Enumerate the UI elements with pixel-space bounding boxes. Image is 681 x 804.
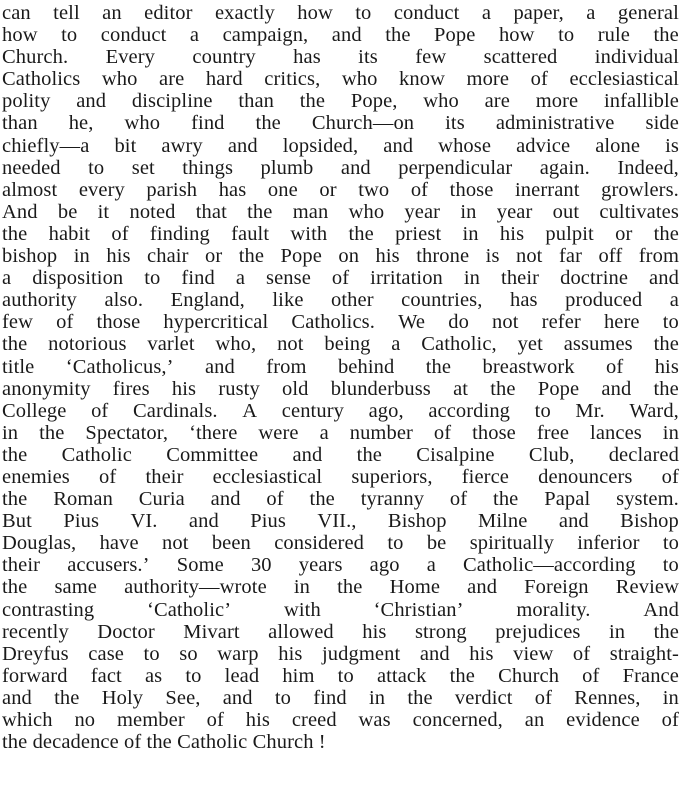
text-line-13: a disposition to find a sense of irritation in their doctrine and	[2, 267, 679, 290]
text-line-7: chiefly—a bit awry and lopsided, and whose advice alone is	[2, 134, 679, 157]
text-line-16: the notorious varlet who, not being a Catholic, yet assumes the	[2, 333, 679, 356]
text-line-34: the decadence of the Catholic Church !	[2, 731, 326, 754]
body-text	[2, 2, 679, 753]
text-line-28: contrasting ‘Catholic’ with ‘Christian’ morality. And	[2, 598, 679, 621]
text-line-5: polity and discipline than the Pope, who are more infallible	[2, 90, 679, 113]
text-line-15: few of those hypercritical Catholics. We do not refer here to	[2, 311, 679, 334]
text-line-4: Catholics who are hard critics, who know more of ecclesiastical	[2, 68, 679, 91]
text-line-9: almost every parish has one or two of those inerrant growlers.	[2, 178, 679, 201]
text-line-8: needed to set things plumb and perpendicular again. Indeed,	[2, 156, 679, 179]
text-line-24: But Pius VI. and Pius VII., Bishop Milne and Bishop	[2, 510, 679, 533]
text-line-31: forward fact as to lead him to attack the Church of France	[2, 664, 679, 687]
text-line-2: how to conduct a campaign, and the Pope how to rule the	[2, 24, 679, 47]
text-line-30: Dreyfus case to so warp his judgment and his view of straight-	[2, 642, 679, 665]
text-line-1: can tell an editor exactly how to conduct a paper, a general	[2, 2, 679, 24]
text-line-29: recently Doctor Mivart allowed his strong prejudices in the	[2, 620, 679, 643]
text-line-18: anonymity fires his rusty old blunderbuss at the Pope and the	[2, 377, 679, 400]
text-line-17: title ‘Catholicus,’ and from behind the breastwork of his	[2, 355, 679, 378]
text-line-3: Church. Every country has its few scattered individual	[2, 46, 679, 69]
text-line-26: their accusers.’ Some 30 years ago a Catholic—according to	[2, 554, 679, 577]
text-line-19: College of Cardinals. A century ago, according to Mr. Ward,	[2, 399, 679, 422]
text-line-22: enemies of their ecclesiastical superiors, fierce denouncers of	[2, 465, 679, 488]
text-line-6: than he, who find the Church—on its administrative side	[2, 112, 679, 135]
text-line-23: the Roman Curia and of the tyranny of the Papal system.	[2, 488, 679, 511]
text-line-20: in the Spectator, ‘there were a number of those free lances in	[2, 421, 679, 444]
text-line-21: the Catholic Committee and the Cisalpine Club, declared	[2, 443, 679, 466]
text-line-25: Douglas, have not been considered to be spiritually inferior to	[2, 532, 679, 555]
text-line-27: the same authority—wrote in the Home and Foreign Review	[2, 576, 679, 599]
text-line-33: which no member of his creed was concerned, an evidence of	[2, 709, 679, 731]
text-line-32: and the Holy See, and to find in the verdict of Rennes, in	[2, 686, 679, 709]
text-line-12: bishop in his chair or the Pope on his throne is not far off from	[2, 245, 679, 268]
text-line-11: the habit of finding fault with the priest in his pulpit or the	[2, 222, 679, 245]
text-line-14: authority also. England, like other countries, has produced a	[2, 289, 679, 312]
text-line-10: And be it noted that the man who year in year out cultivates	[2, 200, 679, 223]
